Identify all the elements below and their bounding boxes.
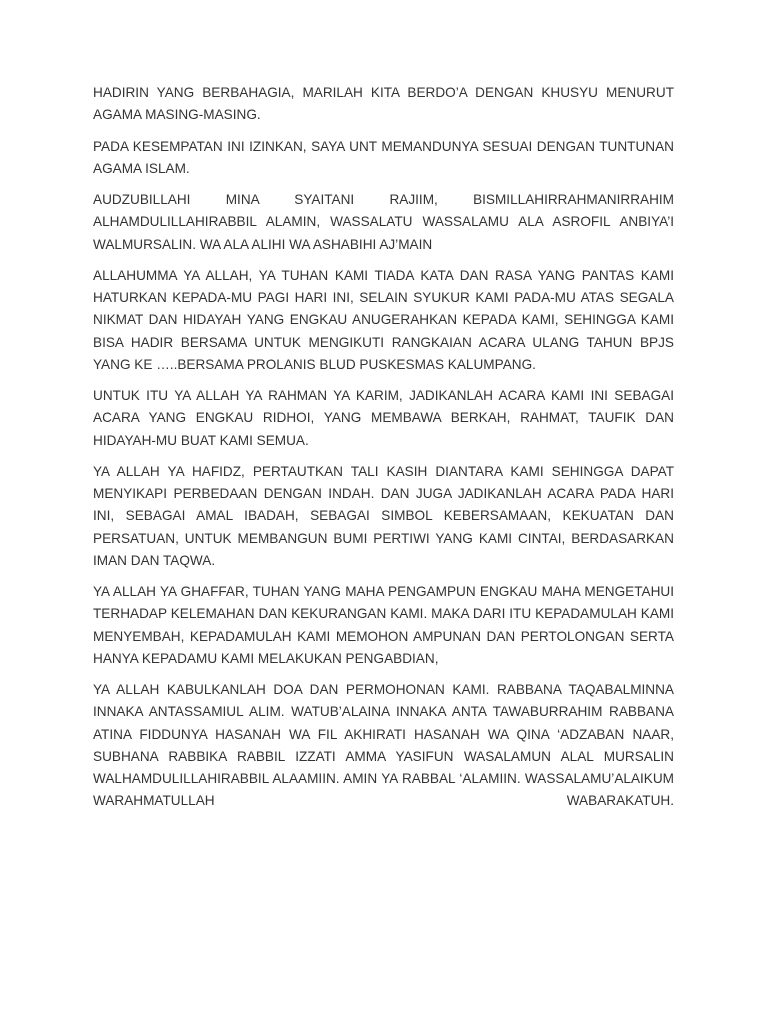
paragraph-gratitude: ALLAHUMMA YA ALLAH, YA TUHAN KAMI TIADA KATA DAN RASA YANG PANTAS KAMI HATURKAN KEPADA-MU PAGI HARI INI, SELAIN SYUKUR KAMI PADA-MU ATAS SEGALA NIKMAT DAN HIDAYAH YANG ENGKAU ANUGERAHKAN KEPADA KAMI, SEHINGGA KAMI BISA HADIR BERSAMA UNTUK MENGIKUTI RANGKAIAN ACARA ULANG TAHUN BPJS YANG KE …..BERSAMA PROLANIS BLUD PUSKESMAS KALUMPANG. (93, 267, 674, 372)
document-page (93, 82, 674, 822)
paragraph-forgiveness: YA ALLAH YA GHAFFAR, TUHAN YANG MAHA PENGAMPUN ENGKAU MAHA MENGETAHUI TERHADAP KELEMAHAN DAN KEKURANGAN KAMI. MAKA DARI ITU KEPADAMULAH KAMI MENYEMBAH, KEPADAMULAH KAMI MEMOHON AMPUNAN DAN PERTOLONGAN SERTA HANYA KEPADAMU KAMI MELAKUKAN PENGABDIAN, (93, 584, 674, 666)
paragraph-unity: YA ALLAH YA HAFIDZ, PERTAUTKAN TALI KASIH DIANTARA KAMI SEHINGGA DAPAT MENYIKAPI PERBEDAAN DENGAN INDAH. DAN JUGA JADIKANLAH ACARA PADA HARI INI, SEBAGAI AMAL IBADAH, SEBAGAI SIMBOL KEBERSAMAAN, KEKUATAN DAN PERSATUAN, UNTUK MEMBANGUN BUMI PERTIWI YANG KAMI CINTAI, BERDASARKAN IMAN DAN TAQWA. (93, 463, 674, 568)
paragraph-taawudz: AUDZUBILLAHI MINA SYAITANI RAJIIM, BISMILLAHIRRAHMANIRRAHIM ALHAMDULILLAHIRABBIL ALAMIN, WASSALATU WASSALAMU ALA ASROFIL ANBIYA’I WALMURSALIN. WA ALA ALIHI WA ASHABIHI AJ’MAIN (93, 192, 674, 252)
paragraph-opening: HADIRIN YANG BERBAHAGIA, MARILAH KITA BERDO’A DENGAN KHUSYU MENURUT AGAMA MASING-MASING. (93, 85, 674, 123)
paragraph-permission: PADA KESEMPATAN INI IZINKAN, SAYA UNT MEMANDUNYA SESUAI DENGAN TUNTUNAN AGAMA ISLAM. (93, 138, 674, 176)
paragraph-closing: YA ALLAH KABULKANLAH DOA DAN PERMOHONAN KAMI. RABBANA TAQABALMINNA INNAKA ANTASSAMIUL ALIM. WATUB’ALAINA INNAKA ANTA TAWABURRAHIM RABBANA ATINA FIDDUNYA HASANAH WA FIL AKHIRATI HASANAH WA QINA ‘ADZABAN NAAR, SUBHANA RABBIKA RABBIL IZZATI AMMA YASIFUN WASALAMUN ALAL MURSALIN WALHAMDULILLAHIRABBIL ALAAMIIN. AMIN YA RABBAL ‘ALAMIIN. WASSALAMU’ALAIKUM WARAHMATULLAH WABARAKATUH. (93, 682, 674, 809)
paragraph-blessing-request: UNTUK ITU YA ALLAH YA RAHMAN YA KARIM, JADIKANLAH ACARA KAMI INI SEBAGAI ACARA YANG ENGKAU RIDHOI, YANG MEMBAWA BERKAH, RAHMAT, TAUFIK DAN HIDAYAH-MU BUAT KAMI SEMUA. (93, 388, 674, 448)
